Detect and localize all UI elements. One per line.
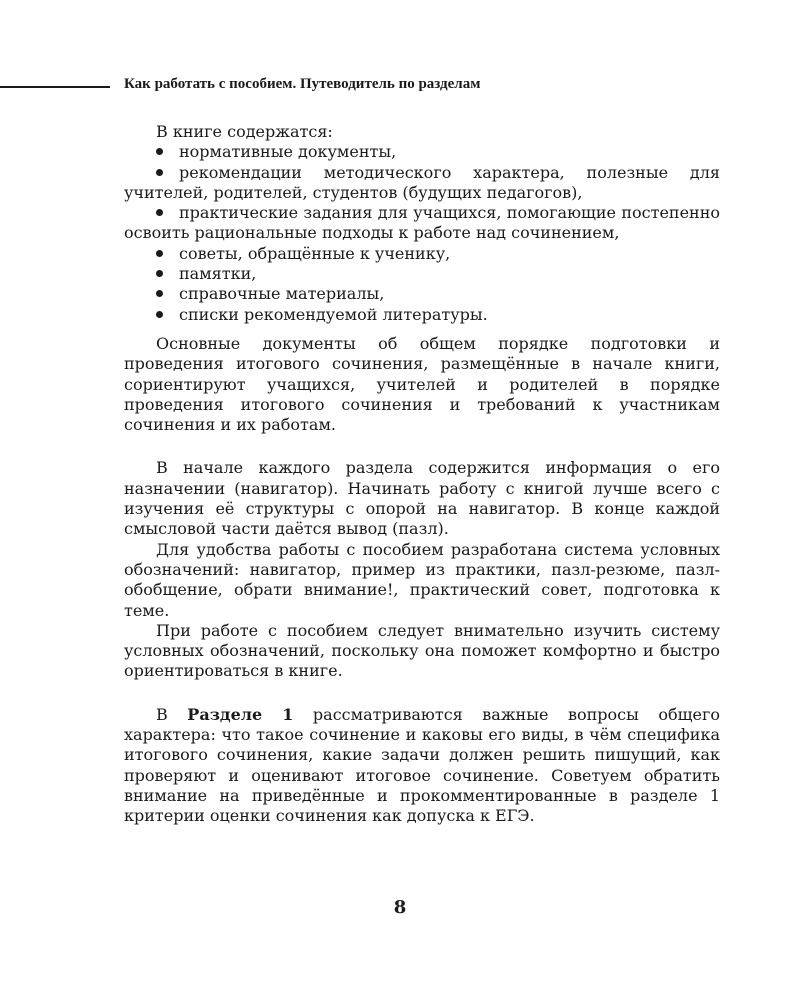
page-number: 8 xyxy=(393,897,407,918)
bullet-icon xyxy=(156,250,163,257)
bullet-icon xyxy=(156,290,163,297)
list-item: нормативные документы, xyxy=(124,142,720,162)
bullet-icon xyxy=(156,270,163,277)
paragraph-advice: При работе с пособием следует внимательно изучить систему условных обозначений, поскольку она поможет комфортно и быстро ориентироваться в книге. xyxy=(124,620,720,681)
list-item: справочные материалы, xyxy=(124,284,720,304)
intro-line: В книге содержатся: xyxy=(156,122,333,141)
paragraph-navigator: В начале каждого раздела содержится информация о его назначении (навигатор). Начинать работу с книгой лучше всего с изучения её структуры с опорой на навигатор. В конце каждой смысловой части даётся вывод (пазл). xyxy=(124,458,720,539)
list-item: практические задания для учащихся, помогающие постепенно освоить рациональные подходы к работе над сочинением, xyxy=(124,203,720,243)
section-1-label: Разделе 1 xyxy=(187,704,294,724)
bullet-icon xyxy=(156,148,163,155)
list-item: памятки, xyxy=(124,264,720,284)
list-item: советы, обращённые к ученику, xyxy=(124,244,720,264)
paragraph-symbols: Для удобства работы с пособием разработана система условных обозначений: навигатор, пример из практики, пазл-резюме, пазл-обобщение, обрати внимание!, практический совет, подготовка к теме. xyxy=(124,539,720,620)
list-item: списки рекомендуемой литературы. xyxy=(124,305,720,325)
paragraph-section-1: В Разделе 1 рассматриваются важные вопросы общего характера: что такое сочинение и каковы его виды, в чём специфика итогового сочинения, какие задачи должен решить пишущий, как проверяют и оценивают итоговое сочинение. Советуем обратить внимание на приведённые и прокомментированные в разделе 1 критерии оценки сочинения как допуска к ЕГЭ. xyxy=(124,704,720,826)
running-head: Как работать с пособием. Путеводитель по разделам xyxy=(124,76,481,92)
contents-list xyxy=(124,142,720,325)
list-item: рекомендации методического характера, полезные для учителей, родителей, студентов (будущих педагогов), xyxy=(124,162,720,202)
bullet-icon xyxy=(156,311,163,318)
bullet-icon xyxy=(156,209,163,216)
header-rule xyxy=(0,86,110,88)
paragraph-documents: Основные документы об общем порядке подготовки и проведения итогового сочинения, размещённые в начале книги, сориентируют учащихся, учителей и родителей в порядке проведения итогового сочинения и требований к участникам сочинения и их работам. xyxy=(124,333,720,435)
page-body xyxy=(124,122,720,827)
bullet-icon xyxy=(156,169,163,176)
